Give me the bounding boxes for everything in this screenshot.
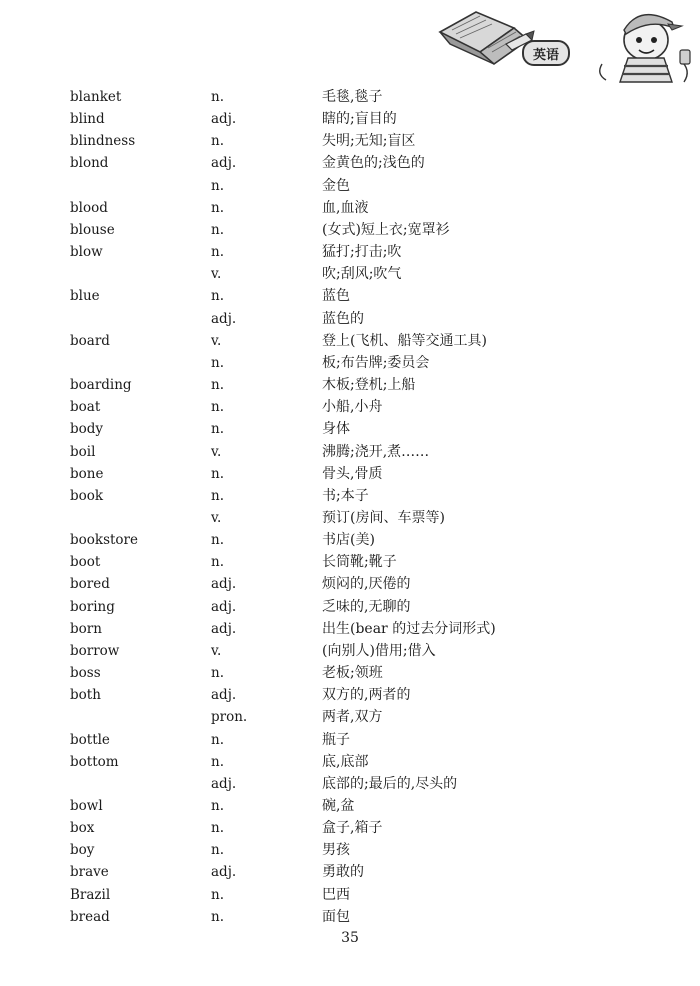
entry-part-of-speech: n. [211, 244, 224, 261]
vocab-entry [0, 418, 700, 440]
vocab-entry [0, 884, 700, 906]
entry-part-of-speech: n. [211, 554, 224, 571]
entry-part-of-speech: n. [211, 421, 224, 438]
entry-definition: 烦闷的,厌倦的 [322, 576, 411, 593]
vocab-entry [0, 618, 700, 640]
vocab-entry [0, 130, 700, 152]
vocab-entry [0, 839, 700, 861]
entry-definition: 金色 [322, 177, 350, 194]
entry-definition: 底,底部 [322, 753, 369, 770]
entry-part-of-speech: n. [211, 399, 224, 416]
entry-definition: 碗,盆 [322, 798, 355, 814]
subject-badge: 英语 [522, 40, 570, 66]
entry-definition: 沸腾;浇开,煮…… [322, 443, 430, 460]
entry-part-of-speech: v. [211, 332, 222, 349]
entry-definition: 书;本子 [322, 487, 369, 504]
entry-definition: 书店(美) [322, 532, 375, 549]
vocab-entry [0, 706, 700, 728]
vocab-entry [0, 330, 700, 352]
entry-word: blood [70, 199, 108, 216]
entry-part-of-speech: n. [211, 798, 224, 814]
vocab-entry [0, 197, 700, 219]
entry-definition: 乏味的,无聊的 [322, 598, 411, 615]
entry-definition: 登上(飞机、船等交通工具) [322, 332, 487, 349]
entry-part-of-speech: pron. [211, 709, 248, 726]
vocab-entry [0, 729, 700, 751]
entry-word: bone [70, 465, 104, 482]
vocab-entry [0, 640, 700, 662]
entry-definition: 底部的;最后的,尽头的 [322, 775, 458, 792]
vocab-entry [0, 773, 700, 795]
vocab-entry [0, 175, 700, 197]
vocab-entry [0, 374, 700, 396]
entry-definition: 面包 [322, 908, 350, 925]
vocab-entry [0, 441, 700, 463]
entry-definition: 盒子,箱子 [322, 820, 383, 837]
entry-part-of-speech: adj. [211, 111, 237, 128]
entry-definition: 猛打;打击;吹 [322, 244, 402, 261]
entry-part-of-speech: adj. [211, 864, 237, 881]
entry-word: both [70, 687, 101, 704]
entry-part-of-speech: n. [211, 886, 224, 903]
entry-word: bookstore [70, 532, 139, 549]
entry-word: blond [70, 155, 109, 172]
entry-word: bread [70, 908, 110, 925]
vocab-entry [0, 152, 700, 174]
entry-part-of-speech: adj. [211, 576, 237, 593]
vocab-entry [0, 285, 700, 307]
entry-definition: (女式)短上衣;宽罩衫 [322, 221, 450, 238]
entry-part-of-speech: n. [211, 221, 224, 238]
vocab-entry [0, 263, 700, 285]
vocab-entry [0, 684, 700, 706]
entry-word: body [70, 421, 104, 438]
entry-definition: 骨头,骨质 [322, 465, 383, 482]
vocab-entry [0, 551, 700, 573]
entry-definition: 金黄色的;浅色的 [322, 155, 425, 172]
entry-word: boil [70, 443, 96, 460]
page-number: 35 [341, 930, 359, 946]
entry-word: blow [70, 244, 103, 261]
entry-definition: 瓶子 [322, 731, 350, 748]
entry-definition: 出生(bear 的过去分词形式) [322, 620, 496, 637]
entry-word: boarding [70, 377, 132, 394]
vocab-entry [0, 795, 700, 817]
entry-word: boss [70, 665, 101, 682]
entry-word: borrow [70, 642, 120, 659]
entry-part-of-speech: n. [211, 820, 224, 837]
vocab-entry [0, 817, 700, 839]
entry-part-of-speech: n. [211, 908, 224, 925]
entry-word: book [70, 487, 104, 504]
cartoon-kid-icon [600, 15, 690, 82]
entry-word: Brazil [70, 886, 111, 903]
vocab-entry [0, 861, 700, 883]
entry-definition: 预订(房间、车票等) [322, 509, 445, 526]
entry-word: boot [70, 554, 101, 571]
entry-part-of-speech: adj. [211, 775, 237, 792]
entry-definition: 男孩 [322, 842, 350, 859]
entry-definition: 两者,双方 [322, 709, 383, 726]
entry-definition: 长筒靴;靴子 [322, 554, 397, 571]
entry-word: bottle [70, 731, 110, 748]
entry-word: blouse [70, 221, 115, 238]
entry-word: blue [70, 288, 100, 305]
entry-part-of-speech: v. [211, 509, 222, 526]
entry-part-of-speech: n. [211, 532, 224, 549]
entry-definition: 血,血液 [322, 199, 369, 216]
vocab-entry [0, 485, 700, 507]
vocab-entry [0, 86, 700, 108]
entry-part-of-speech: n. [211, 465, 224, 482]
entry-part-of-speech: adj. [211, 687, 237, 704]
entry-part-of-speech: n. [211, 665, 224, 682]
entry-word: blanket [70, 89, 122, 105]
entry-part-of-speech: n. [211, 753, 224, 770]
entry-word: boring [70, 598, 115, 615]
entry-definition: 瞎的;盲目的 [322, 111, 397, 128]
open-book-icon [440, 12, 528, 64]
entry-word: bored [70, 576, 110, 593]
vocab-entry [0, 108, 700, 130]
entry-word: boy [70, 842, 95, 859]
entry-part-of-speech: adj. [211, 598, 237, 615]
entry-part-of-speech: n. [211, 731, 224, 748]
entry-definition: 蓝色 [322, 288, 350, 305]
vocab-entry [0, 396, 700, 418]
entry-word: board [70, 332, 110, 349]
vocab-entry [0, 751, 700, 773]
vocab-entry [0, 596, 700, 618]
entry-part-of-speech: n. [211, 89, 224, 105]
entry-part-of-speech: n. [211, 288, 224, 305]
entry-part-of-speech: n. [211, 487, 224, 504]
entry-part-of-speech: adj. [211, 155, 237, 172]
entry-word: brave [70, 864, 109, 881]
entry-definition: 勇敢的 [322, 864, 364, 881]
entry-word: box [70, 820, 95, 837]
entry-definition: 木板;登机;上船 [322, 377, 416, 394]
entry-definition: 巴西 [322, 886, 350, 903]
entry-part-of-speech: v. [211, 266, 222, 283]
entry-definition: 失明;无知;盲区 [322, 133, 416, 150]
entry-definition: 身体 [322, 421, 350, 438]
vocab-entry [0, 241, 700, 263]
entry-word: bottom [70, 753, 119, 770]
entry-word: bowl [70, 798, 103, 814]
entry-word: born [70, 620, 102, 637]
vocab-entry [0, 529, 700, 551]
entry-word: boat [70, 399, 101, 416]
vocab-entry [0, 507, 700, 529]
vocab-entry [0, 573, 700, 595]
entry-word: blindness [70, 133, 136, 150]
entry-definition: (向别人)借用;借入 [322, 642, 436, 659]
entry-definition: 蓝色的 [322, 310, 364, 327]
entry-definition: 小船,小舟 [322, 399, 383, 416]
entry-part-of-speech: v. [211, 443, 222, 460]
entry-part-of-speech: n. [211, 199, 224, 216]
entry-part-of-speech: v. [211, 642, 222, 659]
vocabulary-list [0, 86, 700, 928]
entry-part-of-speech: n. [211, 377, 224, 394]
vocab-entry [0, 662, 700, 684]
entry-part-of-speech: adj. [211, 310, 237, 327]
vocab-entry [0, 906, 700, 928]
entry-definition: 毛毯,毯子 [322, 89, 383, 105]
vocab-entry [0, 463, 700, 485]
entry-definition: 双方的,两者的 [322, 687, 411, 704]
entry-part-of-speech: adj. [211, 620, 237, 637]
entry-part-of-speech: n. [211, 354, 224, 371]
entry-definition: 板;布告牌;委员会 [322, 354, 430, 371]
entry-part-of-speech: n. [211, 842, 224, 859]
entry-definition: 吹;刮风;吹气 [322, 266, 402, 283]
entry-word: blind [70, 111, 105, 128]
vocab-entry [0, 219, 700, 241]
entry-definition: 老板;领班 [322, 665, 383, 682]
vocab-entry [0, 352, 700, 374]
vocab-entry [0, 308, 700, 330]
entry-part-of-speech: n. [211, 177, 224, 194]
entry-part-of-speech: n. [211, 133, 224, 150]
